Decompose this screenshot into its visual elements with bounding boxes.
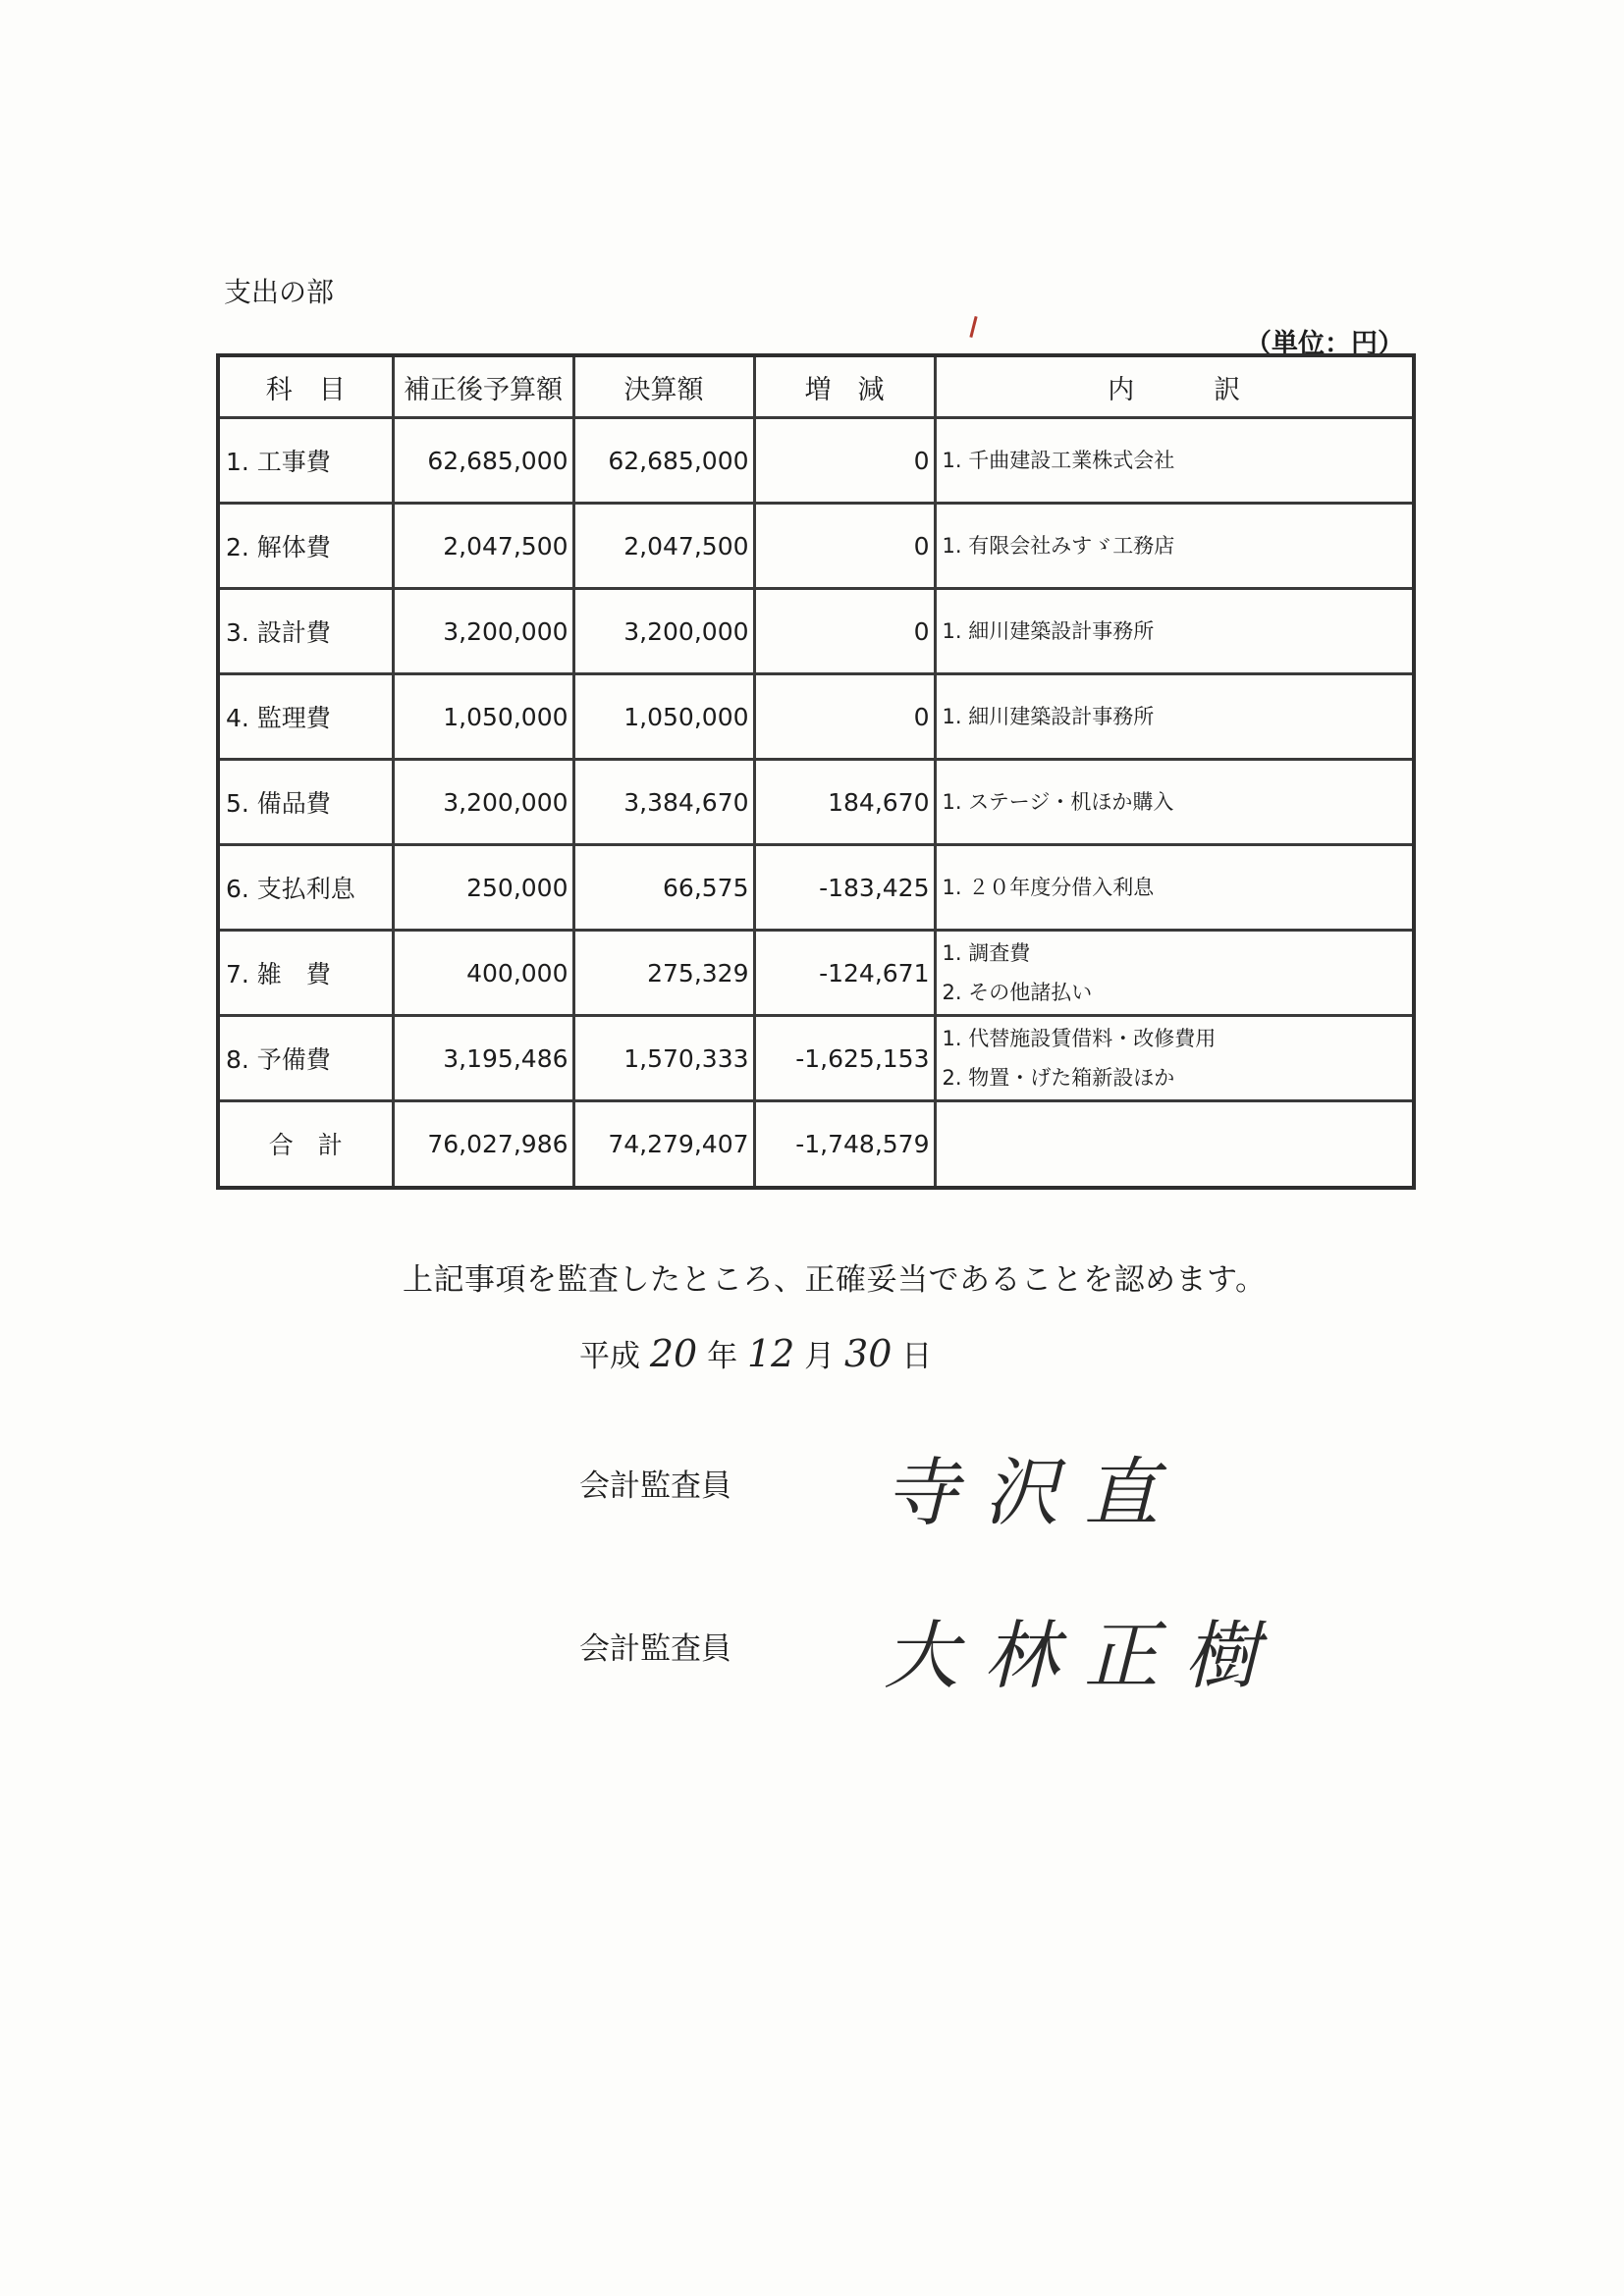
table-row — [218, 589, 1414, 674]
row-budget: 3,200,000 — [393, 589, 573, 674]
row-item: 4. 監理費 — [218, 674, 393, 760]
header-detail: 内 訳 — [935, 355, 1414, 418]
audit-statement: 上記事項を監査したところ、正確妥当であることを認めます。 — [403, 1262, 1267, 1298]
row-detail — [935, 589, 1414, 674]
expenditure-table — [216, 353, 1416, 1190]
date-day-unit: 日 — [901, 1339, 933, 1374]
auditor-title-2: 会計監査員 — [579, 1631, 731, 1667]
date-month: 12 — [746, 1332, 795, 1375]
total-budget: 76,027,986 — [393, 1101, 573, 1188]
table-row — [218, 760, 1414, 845]
detail-line: 2. 物置・げた箱新設ほか — [942, 1066, 1175, 1090]
date-year-unit: 年 — [707, 1339, 738, 1374]
row-diff: 0 — [754, 674, 935, 760]
row-item: 7. 雑 費 — [218, 931, 393, 1016]
header-item: 科 目 — [218, 355, 393, 418]
row-budget: 400,000 — [393, 931, 573, 1016]
header-budget: 補正後予算額 — [393, 355, 573, 418]
date-year: 20 — [649, 1332, 698, 1375]
red-pen-mark — [969, 316, 977, 338]
row-item: 6. 支払利息 — [218, 845, 393, 931]
row-actual: 62,685,000 — [573, 418, 754, 504]
date-day: 30 — [844, 1332, 893, 1375]
auditor-title-1: 会計監査員 — [579, 1468, 731, 1504]
header-actual: 決算額 — [573, 355, 754, 418]
row-detail — [935, 674, 1414, 760]
row-diff: -124,671 — [754, 931, 935, 1016]
section-title: 支出の部 — [224, 276, 335, 308]
row-budget: 1,050,000 — [393, 674, 573, 760]
audit-date — [579, 1331, 932, 1375]
detail-line: 2. その他諸払い — [942, 981, 1093, 1004]
row-detail — [935, 845, 1414, 931]
row-detail — [935, 760, 1414, 845]
total-detail-empty — [935, 1101, 1414, 1188]
row-detail — [935, 418, 1414, 504]
detail-line: 1. ２０年度分借入利息 — [942, 876, 1155, 899]
auditor-signature-2: 大林正樹 — [884, 1612, 1284, 1699]
row-diff: -1,625,153 — [754, 1016, 935, 1101]
total-row — [218, 1101, 1414, 1188]
row-item: 3. 設計費 — [218, 589, 393, 674]
detail-line: 1. 千曲建設工業株式会社 — [942, 449, 1175, 472]
table-row — [218, 504, 1414, 589]
row-actual: 3,200,000 — [573, 589, 754, 674]
row-diff: 184,670 — [754, 760, 935, 845]
row-actual: 66,575 — [573, 845, 754, 931]
date-month-unit: 月 — [804, 1339, 836, 1374]
row-diff: 0 — [754, 589, 935, 674]
row-detail — [935, 1016, 1414, 1101]
detail-line: 1. 代替施設賃借料・改修費用 — [942, 1027, 1217, 1050]
row-budget: 3,200,000 — [393, 760, 573, 845]
row-budget: 3,195,486 — [393, 1016, 573, 1101]
row-diff: 0 — [754, 418, 935, 504]
table-header-row — [218, 355, 1414, 418]
table-row — [218, 931, 1414, 1016]
row-item: 8. 予備費 — [218, 1016, 393, 1101]
row-actual: 275,329 — [573, 931, 754, 1016]
row-detail — [935, 504, 1414, 589]
total-diff: -1,748,579 — [754, 1101, 935, 1188]
auditor-signature-1: 寺沢直 — [884, 1449, 1184, 1536]
row-diff: -183,425 — [754, 845, 935, 931]
row-actual: 1,570,333 — [573, 1016, 754, 1101]
row-detail — [935, 931, 1414, 1016]
detail-line: 1. 細川建築設計事務所 — [942, 619, 1155, 643]
row-actual: 3,384,670 — [573, 760, 754, 845]
table-row — [218, 674, 1414, 760]
unit-label: （単位：円） — [1245, 329, 1404, 359]
date-era: 平成 — [579, 1339, 640, 1374]
row-budget: 62,685,000 — [393, 418, 573, 504]
detail-line: 1. 有限会社みすゞ工務店 — [942, 534, 1175, 558]
row-actual: 2,047,500 — [573, 504, 754, 589]
total-actual: 74,279,407 — [573, 1101, 754, 1188]
detail-line: 1. ステージ・机ほか購入 — [942, 790, 1174, 814]
detail-line: 1. 調査費 — [942, 941, 1031, 965]
header-diff: 増 減 — [754, 355, 935, 418]
table-row — [218, 845, 1414, 931]
row-budget: 250,000 — [393, 845, 573, 931]
row-item: 1. 工事費 — [218, 418, 393, 504]
row-item: 5. 備品費 — [218, 760, 393, 845]
detail-line: 1. 細川建築設計事務所 — [942, 705, 1155, 728]
row-actual: 1,050,000 — [573, 674, 754, 760]
table-row — [218, 1016, 1414, 1101]
table-row — [218, 418, 1414, 504]
total-label: 合 計 — [218, 1101, 393, 1188]
row-diff: 0 — [754, 504, 935, 589]
row-budget: 2,047,500 — [393, 504, 573, 589]
row-item: 2. 解体費 — [218, 504, 393, 589]
